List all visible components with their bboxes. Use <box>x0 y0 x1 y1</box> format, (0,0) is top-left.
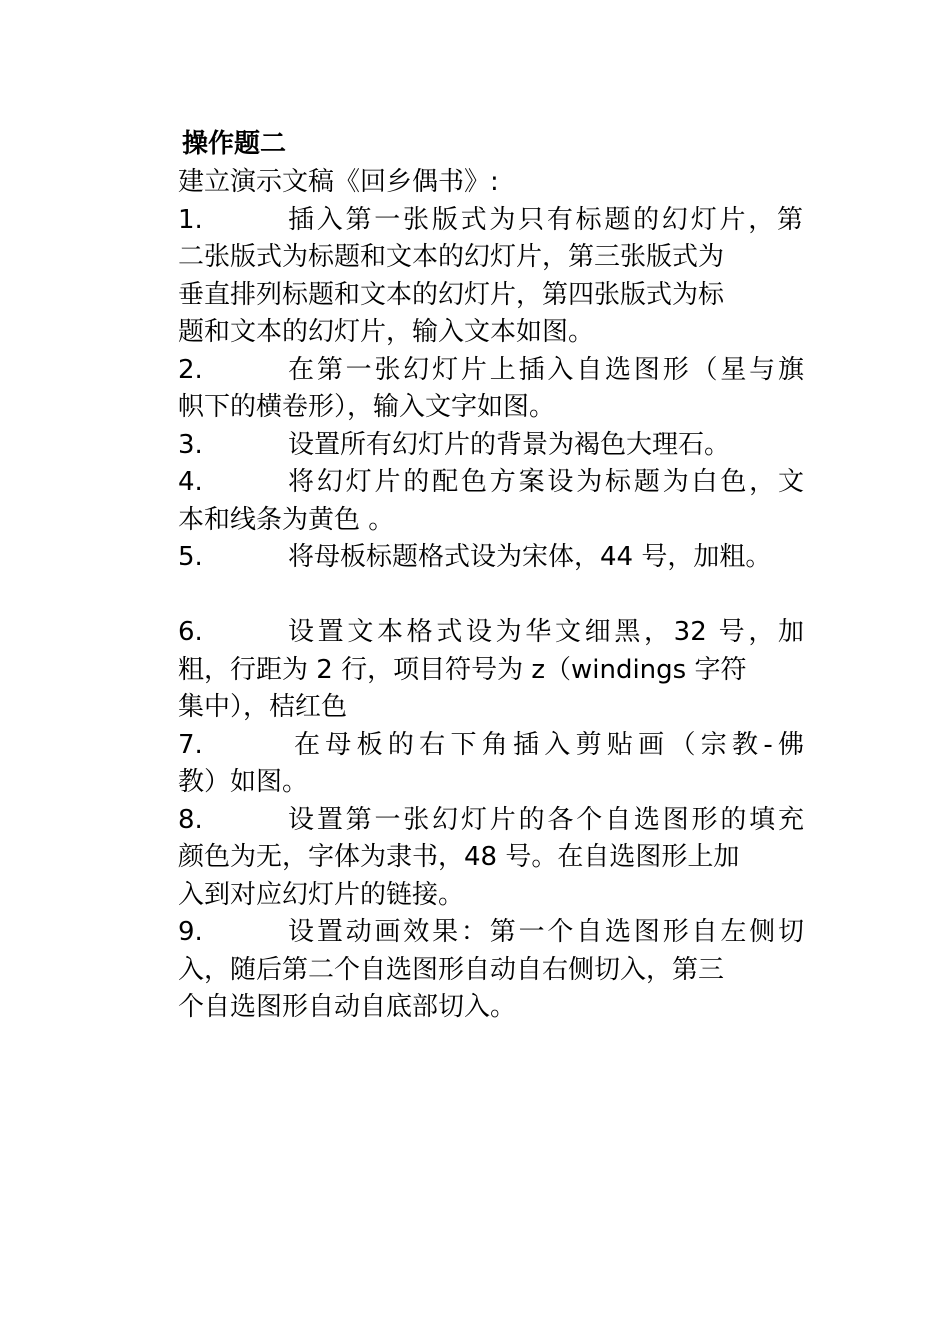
list-item-6-number: 6. <box>178 617 203 647</box>
paragraph-gap <box>178 577 828 615</box>
list-item-6-text-1: 设置文本格式设为华文细黑，32 号，加 <box>288 617 804 647</box>
list-item-5-text-1: 将母板标题格式设为宋体，44 号，加粗。 <box>288 542 772 572</box>
list-item-4-line-1 <box>178 464 828 502</box>
list-item-5 <box>178 539 828 577</box>
list-item-3 <box>178 427 828 465</box>
list-item-1-line-4: 题和文本的幻灯片，输入文本如图。 <box>178 317 595 347</box>
list-item-8 <box>178 802 828 915</box>
list-item-1 <box>178 202 828 352</box>
document-body <box>178 124 828 1027</box>
list-item-8-text-1: 设置第一张幻灯片的各个自选图形的填充 <box>288 804 804 835</box>
list-item-3-line-1 <box>178 427 828 465</box>
list-item-4-number: 4. <box>178 467 203 497</box>
list-item-3-text-1: 设置所有幻灯片的背景为褐色大理石。 <box>288 429 731 460</box>
list-item-9-number: 9. <box>178 917 203 947</box>
list-item-6 <box>178 614 828 727</box>
list-item-5-number: 5. <box>178 542 203 572</box>
list-item-6-line-2: 粗，行距为 2 行，项目符号为 z（windings 字符 <box>178 654 747 685</box>
list-item-8-number: 8. <box>178 804 203 835</box>
list-item-9-text-1: 设置动画效果：第一个自选图形自左侧切 <box>288 917 804 947</box>
list-item-8-line-1 <box>178 802 828 840</box>
list-item-7-line-2: 教）如图。 <box>178 767 309 797</box>
list-item-3-number: 3. <box>178 429 203 460</box>
document-heading: 操作题二 <box>182 129 287 159</box>
list-item-4-line-2: 本和线条为黄色 。 <box>178 504 395 535</box>
list-item-7-text-1: 在母板的右下角插入剪贴画（宗教-佛 <box>294 729 804 760</box>
list-item-2-number: 2. <box>178 354 203 385</box>
list-item-8-line-3: 入到对应幻灯片的链接。 <box>178 879 465 910</box>
list-item-5-line-1 <box>178 539 828 577</box>
list-item-7-line-1 <box>178 727 828 765</box>
list-item-2-line-2: 帜下的横卷形），输入文字如图。 <box>178 392 556 422</box>
list-item-6-line-1 <box>178 614 828 652</box>
list-item-1-line-2: 二张版式为标题和文本的幻灯片，第三张版式为 <box>178 242 725 272</box>
document-intro: 建立演示文稿《回乡偶书》: <box>178 167 499 197</box>
list-item-9-line-1 <box>178 914 828 952</box>
list-item-4-text-1: 将幻灯片的配色方案设为标题为白色，文 <box>288 467 804 497</box>
list-item-9-line-2: 入，随后第二个自选图形自动自右侧切入，第三 <box>178 954 725 985</box>
list-item-1-text-1: 插入第一张版式为只有标题的幻灯片，第 <box>288 204 803 235</box>
list-item-1-line-1 <box>178 202 828 240</box>
list-item-9-line-3: 个自选图形自动自底部切入。 <box>178 992 517 1022</box>
list-item-7-number: 7. <box>178 729 203 760</box>
list-item-8-line-2: 颜色为无，字体为隶书，48 号。在自选图形上加 <box>178 842 740 872</box>
list-item-4 <box>178 464 828 539</box>
list-item-2-text-1: 在第一张幻灯片上插入自选图形（星与旗 <box>288 354 804 385</box>
list-item-1-number: 1. <box>178 204 203 235</box>
list-item-9 <box>178 914 828 1027</box>
list-item-7 <box>178 727 828 802</box>
list-item-2 <box>178 352 828 427</box>
list-item-6-line-3: 集中），桔红色 <box>178 692 348 722</box>
list-item-1-line-3: 垂直排列标题和文本的幻灯片，第四张版式为标 <box>178 279 725 310</box>
list-item-2-line-1 <box>178 352 828 390</box>
